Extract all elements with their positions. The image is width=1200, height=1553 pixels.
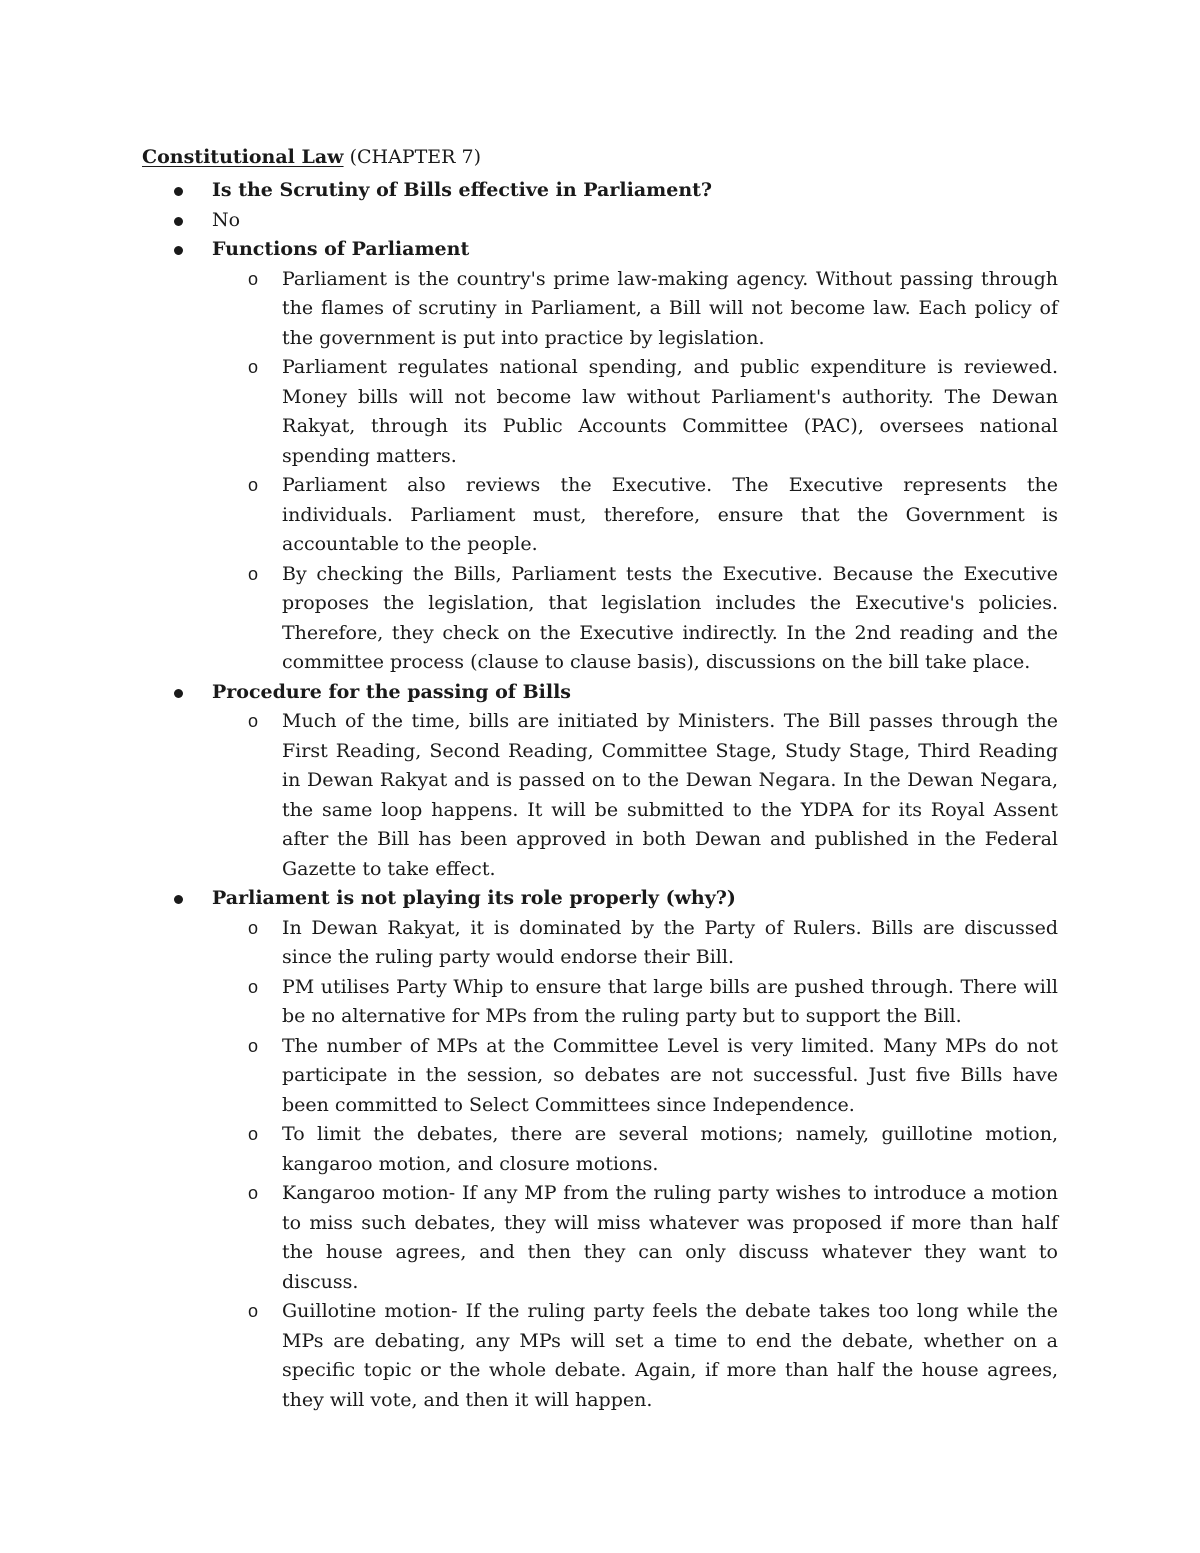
circle-marker-icon: o bbox=[248, 1124, 259, 1144]
sub-item bbox=[142, 707, 1058, 884]
bullet-item bbox=[142, 206, 1058, 236]
circle-marker-icon: o bbox=[248, 475, 259, 495]
document-page bbox=[142, 140, 1058, 1415]
sub-list bbox=[212, 707, 1058, 884]
bullet-dot-icon bbox=[174, 217, 183, 226]
document-title bbox=[142, 140, 1058, 174]
sub-list bbox=[212, 914, 1058, 1416]
bullet-dot-icon bbox=[174, 895, 183, 904]
circle-marker-icon: o bbox=[248, 268, 259, 289]
circle-marker-icon: o bbox=[248, 917, 259, 938]
title-chapter: (CHAPTER 7) bbox=[343, 146, 481, 168]
sub-item-text: PM utilises Party Whip to ensure that large bills are pushed through. There will be no alternative for MPs from the ruling party but to support the Bill. bbox=[282, 975, 1058, 1027]
section-heading: Is the Scrutiny of Bills effective in Parliament? bbox=[212, 179, 713, 201]
circle-marker-icon: o bbox=[248, 1301, 259, 1321]
sub-item-text: The number of MPs at the Committee Level is very limited. Many MPs do not participate in the session, so debates are not successful. Just five Bills have been committed to Select Committees since Independence. bbox=[282, 1034, 1058, 1116]
sub-item bbox=[142, 560, 1058, 678]
circle-marker-icon: o bbox=[248, 1035, 259, 1056]
bullet-item bbox=[142, 678, 1058, 885]
bullet-item bbox=[142, 884, 1058, 1415]
circle-marker-icon: o bbox=[248, 563, 259, 584]
sub-list bbox=[212, 265, 1058, 678]
sub-item-text: Guillotine motion- If the ruling party feels the debate takes too long while the MPs are debating, any MPs will set a time to end the debate, whether on a specific topic or the whole debate. Again, if more than half the house agrees, they will vote, and then it will happen. bbox=[282, 1300, 1058, 1411]
sub-item bbox=[142, 265, 1058, 354]
sub-item bbox=[142, 1120, 1058, 1179]
bullet-dot-icon bbox=[174, 689, 183, 698]
sub-item-text: In Dewan Rakyat, it is dominated by the Party of Rulers. Bills are discussed since the ruling party would endorse their Bill. bbox=[282, 916, 1058, 968]
circle-marker-icon: o bbox=[248, 1183, 259, 1203]
circle-marker-icon: o bbox=[248, 711, 259, 731]
bullet-item bbox=[142, 176, 1058, 206]
bullet-dot-icon bbox=[174, 187, 183, 196]
section-heading: Procedure for the passing of Bills bbox=[212, 680, 571, 703]
sub-item-text: By checking the Bills, Parliament tests the Executive. Because the Executive proposes the legislation, that legislation includes the Executive's policies. Therefore, they check on the Executive indirectly. In the 2nd reading and the committee process (clause to clause basis), discussions on the bill take place. bbox=[282, 562, 1058, 673]
section-heading: Parliament is not playing its role properly (why?) bbox=[212, 887, 736, 909]
sub-item bbox=[142, 353, 1058, 471]
sub-item bbox=[142, 471, 1058, 560]
sub-item-text: Much of the time, bills are initiated by Ministers. The Bill passes through the First Reading, Second Reading, Committee Stage, Study Stage, Third Reading in Dewan Rakyat and is passed on to the Dewan Negara. In the Dewan Negara, the same loop happens. It will be submitted to the YDPA for its Royal Assent after the Bill has been approved in both Dewan and published in the Federal Gazette to take effect. bbox=[282, 710, 1058, 880]
sub-item-text: To limit the debates, there are several motions; namely, guillotine motion, kangaroo motion, and closure motions. bbox=[282, 1123, 1058, 1175]
sub-item bbox=[142, 973, 1058, 1032]
sub-item-text: Kangaroo motion- If any MP from the ruling party wishes to introduce a motion to miss such debates, they will miss whatever was proposed if more than half the house agrees, and then they can only discuss whatever they want to discuss. bbox=[282, 1182, 1058, 1293]
bullet-item bbox=[142, 235, 1058, 678]
sub-item-text: Parliament is the country's prime law-making agency. Without passing through the flames of scrutiny in Parliament, a Bill will not become law. Each policy of the government is put into practice by legislation. bbox=[282, 267, 1058, 349]
bullet-dot-icon bbox=[174, 246, 183, 255]
section-heading: Functions of Parliament bbox=[212, 238, 470, 260]
sub-item-text: Parliament regulates national spending, and public expenditure is reviewed. Money bills will not become law without Parliament's authority. The Dewan Rakyat, through its Public Accounts Committee (PAC), oversees national spending matters. bbox=[282, 356, 1058, 467]
sub-item bbox=[142, 1032, 1058, 1121]
sub-item-text: Parliament also reviews the Executive. The Executive represents the individuals. Parliament must, therefore, ensure that the Government is accountable to the people. bbox=[282, 474, 1058, 555]
sub-item bbox=[142, 1297, 1058, 1415]
title-main: Constitutional Law bbox=[142, 146, 344, 168]
circle-marker-icon: o bbox=[248, 976, 259, 997]
sub-item bbox=[142, 1179, 1058, 1297]
circle-marker-icon: o bbox=[248, 357, 259, 377]
bullet-list bbox=[142, 176, 1058, 1415]
bullet-text: No bbox=[212, 208, 241, 231]
sub-item bbox=[142, 914, 1058, 973]
